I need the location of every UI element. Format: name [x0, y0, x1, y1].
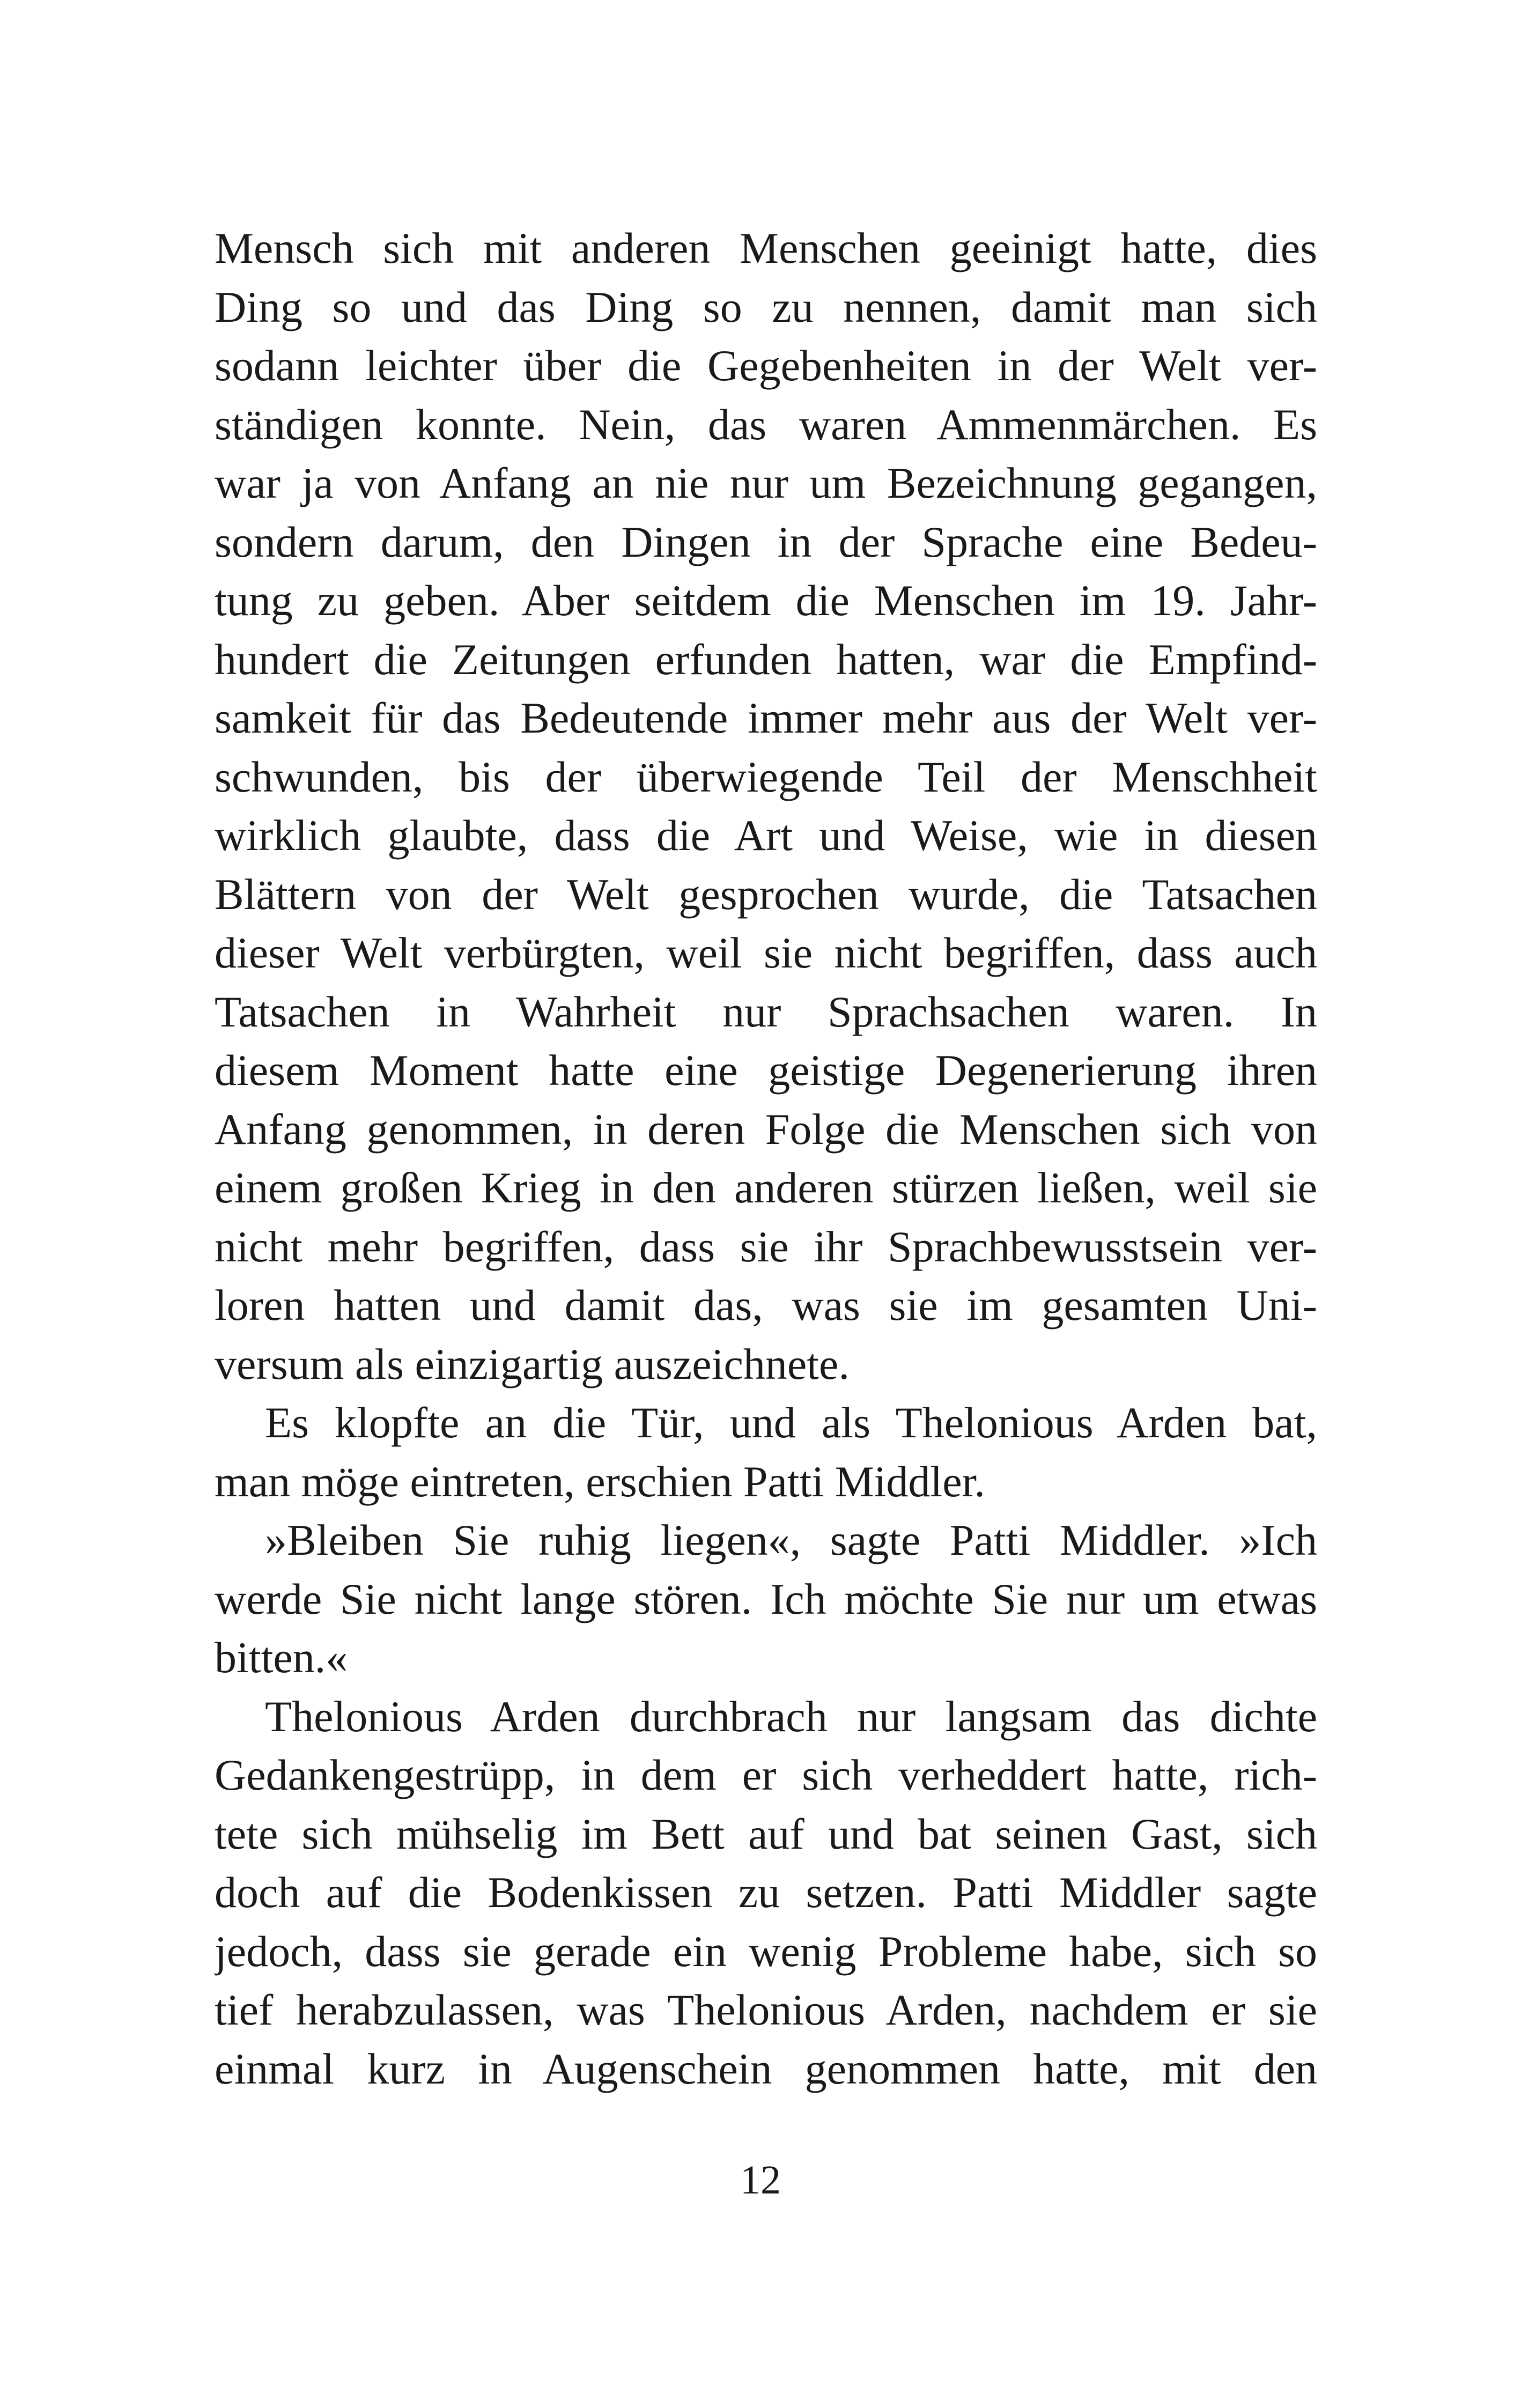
text-line: wirklich glaubte, dass die Art und Weise, wie in diesen — [215, 811, 1317, 860]
text-line: samkeit für das Bedeutende immer mehr aus der Welt ver- — [215, 693, 1317, 742]
text-line: bitten.« — [215, 1633, 348, 1682]
text-line: sodann leichter über die Gegebenheiten in der Welt ver- — [215, 341, 1317, 390]
text-line: Mensch sich mit anderen Menschen geeinigt hatte, dies — [215, 224, 1317, 272]
text-line: jedoch, dass sie gerade ein wenig Probleme habe, sich so — [215, 1926, 1317, 1976]
text-line: doch auf die Bodenkissen zu setzen. Patti Middler sagte — [215, 1868, 1317, 1917]
text-line: tief herabzulassen, was Thelonious Arden, nachdem er sie — [215, 1985, 1317, 2034]
text-line: hundert die Zeitungen erfunden hatten, war die Empfind- — [215, 634, 1317, 684]
text-line: Blättern von der Welt gesprochen wurde, die Tatsachen — [215, 869, 1317, 919]
text-line: einmal kurz in Augenschein genommen hatte, mit den — [215, 2044, 1317, 2093]
text-line: versum als einzigartig auszeichnete. — [215, 1339, 850, 1388]
text-line: tung zu geben. Aber seitdem die Menschen im 19. Jahr- — [215, 576, 1317, 625]
text-line: Gedankengestrüpp, in dem er sich verheddert hatte, rich- — [215, 1750, 1317, 1799]
text-line: Ding so und das Ding so zu nennen, damit man sich — [215, 282, 1317, 331]
text-line: schwunden, bis der überwiegende Teil der Menschheit — [215, 752, 1317, 801]
text-line: sondern darum, den Dingen in der Sprache eine Bedeu- — [215, 517, 1317, 566]
text-line: war ja von Anfang an nie nur um Bezeichnung gegangen, — [215, 459, 1317, 507]
text-line: Thelonious Arden durchbrach nur langsam das dichte — [265, 1691, 1317, 1741]
page-number: 12 — [740, 2158, 781, 2203]
text-line: man möge eintreten, erschien Patti Middler. — [215, 1457, 985, 1506]
text-line: ständigen konnte. Nein, das waren Ammenmärchen. Es — [215, 400, 1317, 449]
text-line: Es klopfte an die Tür, und als Thelonious Arden bat, — [265, 1398, 1317, 1447]
text-line: Tatsachen in Wahrheit nur Sprachsachen waren. In — [215, 987, 1317, 1036]
body-text — [215, 219, 1317, 2098]
text-line: tete sich mühselig im Bett auf und bat seinen Gast, sich — [215, 1809, 1317, 1858]
text-line: nicht mehr begriffen, dass sie ihr Sprachbewusstsein ver- — [215, 1222, 1317, 1271]
text-line: Anfang genommen, in deren Folge die Menschen sich von — [215, 1104, 1317, 1154]
text-line: diesem Moment hatte eine geistige Degenerierung ihren — [215, 1046, 1317, 1095]
text-line: »Bleiben Sie ruhig liegen«, sagte Patti Middler. »Ich — [265, 1516, 1317, 1564]
text-line: werde Sie nicht lange stören. Ich möchte Sie nur um etwas — [215, 1574, 1317, 1623]
text-line: dieser Welt verbürgten, weil sie nicht begriffen, dass auch — [215, 928, 1317, 977]
text-line: einem großen Krieg in den anderen stürzen ließen, weil sie — [215, 1163, 1317, 1212]
text-line: loren hatten und damit das, was sie im gesamten Uni- — [215, 1281, 1317, 1329]
